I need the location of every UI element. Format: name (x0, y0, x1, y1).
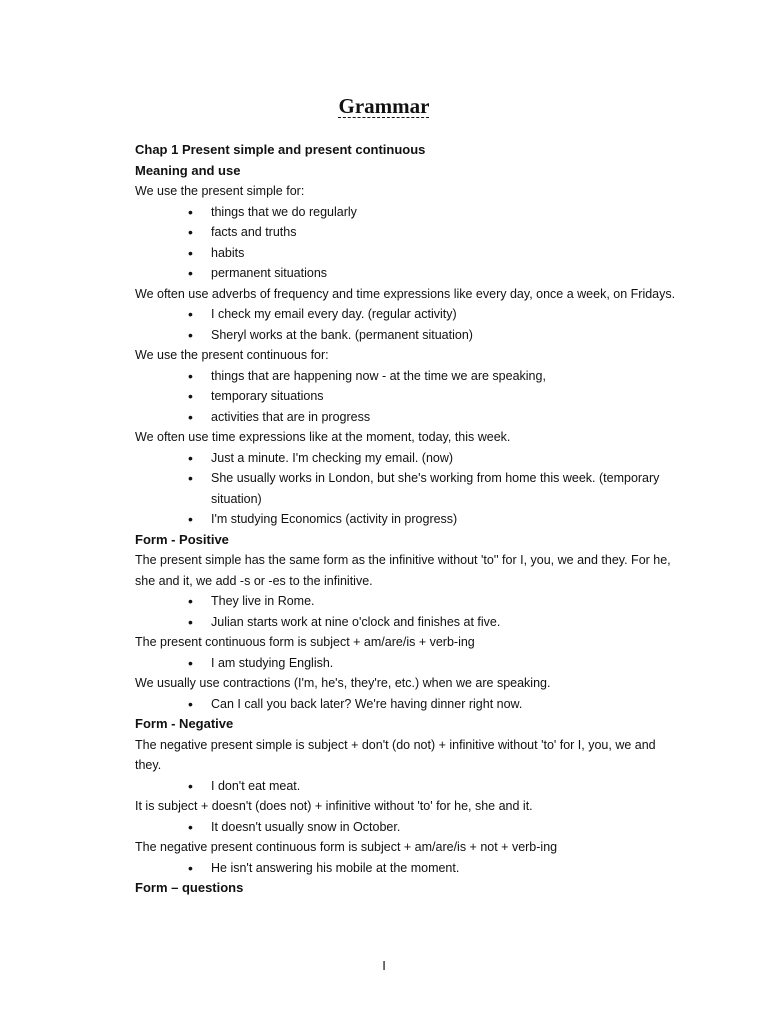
document-title: Grammar (338, 94, 430, 118)
section-heading: Form – questions (135, 880, 244, 895)
bullet-item: • He isn't answering his mobile at the moment. (135, 858, 680, 879)
paragraph: We use the present continuous for: (135, 348, 329, 362)
section-heading: Form - Negative (135, 716, 234, 731)
bullet-item: • things that are happening now - at the time we are speaking, (135, 366, 680, 387)
bullet-item: • habits (135, 243, 680, 264)
bullet-item: • activities that are in progress (135, 407, 680, 428)
page-number: I (382, 958, 386, 973)
bullet-list (135, 817, 680, 838)
bullet-list (135, 653, 680, 674)
bullet-list (135, 304, 680, 345)
bullet-item: • I check my email every day. (regular activity) (135, 304, 680, 325)
bullet-item: • Julian starts work at nine o'clock and finishes at five. (135, 612, 680, 633)
bullet-list (135, 591, 680, 632)
bullet-item: • They live in Rome. (135, 591, 680, 612)
paragraph: The present continuous form is subject + am/are/is + verb-ing (135, 635, 475, 649)
bullet-item: • temporary situations (135, 386, 680, 407)
paragraph: The present simple has the same form as the infinitive without 'to'' for I, you, we and they. For he, she and it, we add -s or -es to the infinitive. (135, 553, 671, 588)
bullet-list (135, 694, 680, 715)
bullet-item: • I'm studying Economics (activity in progress) (135, 509, 680, 530)
paragraph: We use the present simple for: (135, 184, 305, 198)
bullet-list (135, 858, 680, 879)
paragraph: The negative present simple is subject + don't (do not) + infinitive without 'to' for I, you, we and they. (135, 737, 656, 772)
bullet-item: • permanent situations (135, 263, 680, 284)
bullet-item: • Just a minute. I'm checking my email. (now) (135, 448, 680, 469)
paragraph: It is subject + doesn't (does not) + infinitive without 'to' for he, she and it. (135, 799, 533, 813)
bullet-item: • facts and truths (135, 222, 680, 243)
bullet-list (135, 202, 680, 284)
section-heading: Chap 1 Present simple and present continuous (135, 142, 426, 157)
bullet-item: • I am studying English. (135, 653, 680, 674)
bullet-item: • She usually works in London, but she's working from home this week. (temporary situation) (135, 468, 680, 509)
bullet-item: • things that we do regularly (135, 202, 680, 223)
paragraph: We usually use contractions (I'm, he's, they're, etc.) when we are speaking. (135, 676, 551, 690)
bullet-list (135, 776, 680, 797)
section-heading: Meaning and use (135, 162, 241, 178)
section-heading: Form - Positive (135, 531, 229, 547)
paragraph: We often use time expressions like at the moment, today, this week. (135, 430, 511, 444)
document-body (135, 140, 680, 899)
paragraph: We often use adverbs of frequency and time expressions like every day, once a week, on Fridays. (135, 286, 676, 301)
bullet-item: • Sheryl works at the bank. (permanent situation) (135, 325, 680, 346)
bullet-item: • Can I call you back later? We're having dinner right now. (135, 694, 680, 715)
bullet-item: • It doesn't usually snow in October. (135, 817, 680, 838)
bullet-list (135, 448, 680, 530)
bullet-item: • I don't eat meat. (135, 776, 680, 797)
bullet-list (135, 366, 680, 428)
paragraph: The negative present continuous form is subject + am/are/is + not + verb-ing (135, 840, 558, 854)
